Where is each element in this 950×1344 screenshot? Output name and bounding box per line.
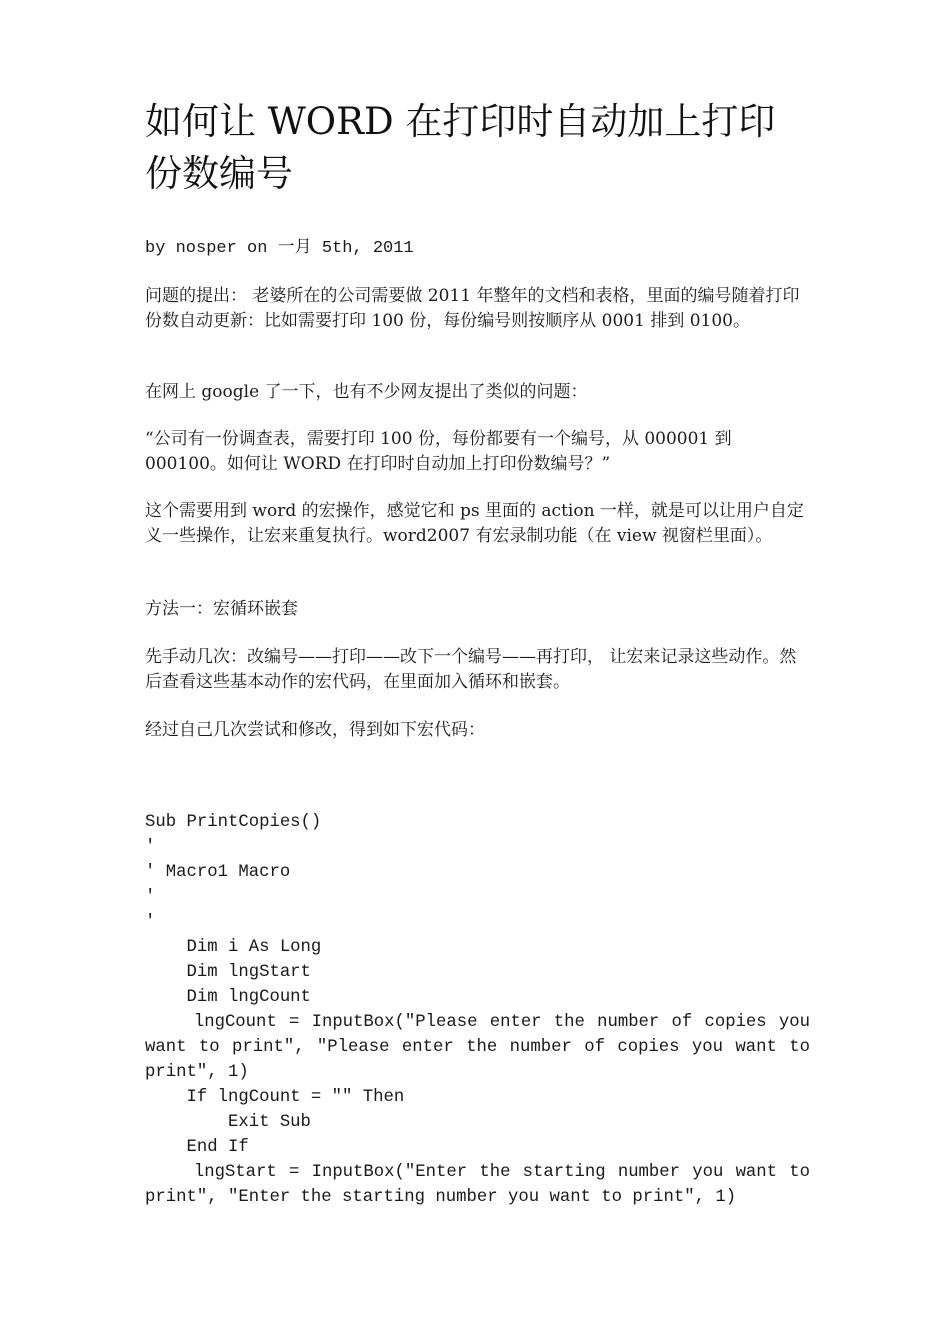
code-line: ' [145,913,156,932]
paragraph-problem: 问题的提出： 老婆所在的公司需要做 2011 年整年的文档和表格，里面的编号随着打印份数自动更新：比如需要打印 100 份，每份编号则按顺序从 0001 排到 0100。 [145,286,800,331]
code-line: If lngCount = "" Then [145,1088,405,1107]
macro-code-block [145,810,821,1210]
code-line: ' Macro1 Macro [145,863,291,882]
code-line: ' [145,888,156,907]
code-line: Sub PrintCopies() [145,813,322,832]
code-line: Dim lngCount [145,988,311,1007]
paragraph-macro-intro: 这个需要用到 word 的宏操作，感觉它和 ps 里面的 action 一样，就是可以让用户自定义一些操作，让宏来重复执行。word2007 有宏录制功能（在 view 视窗栏里面）。 [145,501,804,546]
code-line: Dim lngStart [145,963,311,982]
code-line: Exit Sub [145,1113,311,1132]
code-line: lngStart = InputBox("Enter the starting number you want to print", "Enter the starting number you want to print", 1) [145,1163,821,1207]
paragraph-method-heading: 方法一：宏循环嵌套 [145,599,298,619]
article-title: 如何让 WORD 在打印时自动加上打印份数编号 [145,100,776,195]
paragraph-result: 经过自己几次尝试和修改，得到如下宏代码： [145,720,485,740]
paragraph-quote: “公司有一份调查表，需要打印 100 份，每份都要有一个编号，从 000001 到 000100。如何让 WORD 在打印时自动加上打印份数编号？” [145,429,732,474]
code-line: lngCount = InputBox("Please enter the number of copies you want to print", "Please enter the number of copies you want to print", 1) [145,1013,821,1082]
code-line: ' [145,838,156,857]
paragraph-google: 在网上 google 了一下，也有不少网友提出了类似的问题： [145,382,588,402]
article-byline: by nosper on 一月 5th, 2011 [145,239,414,258]
code-line: End If [145,1138,249,1157]
paragraph-method-steps: 先手动几次：改编号——打印——改下一个编号——再打印， 让宏来记录这些动作。然后查看这些基本动作的宏代码，在里面加入循环和嵌套。 [145,647,797,692]
code-line: Dim i As Long [145,938,322,957]
